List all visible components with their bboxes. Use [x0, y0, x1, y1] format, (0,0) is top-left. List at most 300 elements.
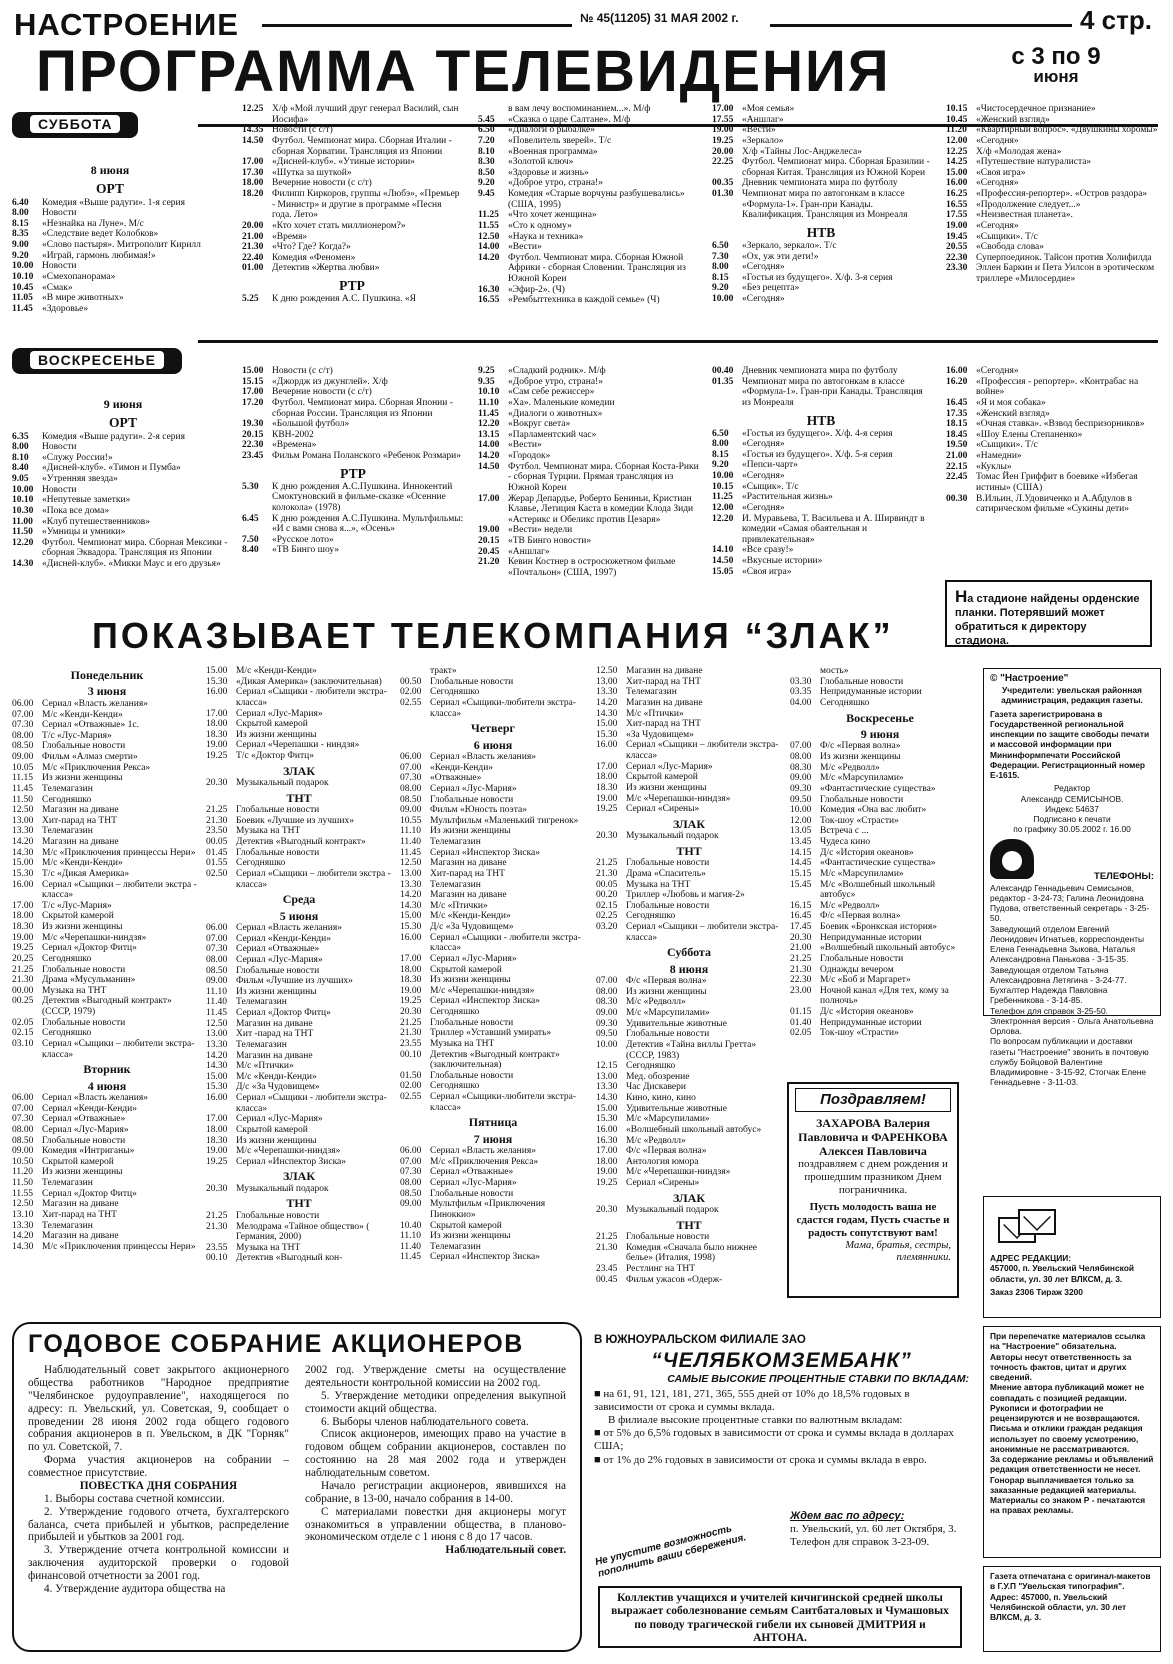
program-time: 11.10: [478, 397, 499, 408]
program-time: [400, 666, 430, 677]
program-entry: [12, 837, 202, 848]
program-entry: [946, 440, 1160, 451]
program-time: 15.45: [790, 879, 812, 890]
program-time: 10.00: [790, 805, 812, 816]
program-entry: [242, 377, 464, 388]
program-entry: [712, 556, 930, 567]
program-entry: [12, 816, 202, 827]
program-title: Х/ф «Молодая жена»: [976, 146, 1062, 157]
program-title: «Своя игра»: [742, 566, 792, 577]
program-entry: [596, 1167, 782, 1178]
program-title: «Куклы»: [976, 461, 1012, 472]
program-time: 14.20: [596, 697, 618, 708]
bank-address: [790, 1510, 970, 1550]
program-title: Сериал «Лус-Мария»: [430, 1178, 517, 1188]
zlak-col-5: [790, 666, 970, 1039]
bank-ad: [594, 1334, 969, 1580]
program-entry: [12, 1039, 202, 1060]
program-time: 01.15: [790, 1007, 812, 1017]
program-title: «Вести»: [742, 125, 776, 136]
program-title: Магазин на диване: [236, 1018, 313, 1029]
program-time: 17.55: [712, 114, 734, 125]
program-time: 20.30: [400, 1007, 422, 1017]
program-title: Кевин Костнер в остросюжетном фильме «Почтальон» (США, 1997): [508, 557, 676, 578]
program-title: «Городок»: [508, 451, 551, 461]
program-time: 9.45: [478, 189, 495, 199]
program-entry: [400, 1092, 586, 1113]
program-title: Д/с «За Чудовищем»: [430, 922, 514, 932]
program-time: 16.30: [478, 284, 500, 295]
program-entry: [596, 1178, 782, 1189]
program-title: Хит-парад на ТНТ: [626, 719, 701, 730]
channel-heading: ТНТ: [286, 790, 312, 805]
program-title: Телемагазин: [430, 1241, 481, 1252]
imprint-registration: Газета зарегистрирована в Государственной региональной инспекции по защите свободы печати и массовой информации при Мининформпечати Российской Федерации. Регистрационный номер Е-1615.: [990, 708, 1150, 781]
program-time: [478, 104, 508, 115]
program-time: 7.30: [712, 251, 729, 262]
program-entry: [400, 666, 586, 677]
program-entry: [400, 869, 586, 880]
program-entry: [12, 773, 202, 784]
agenda-1: 1. Выборы состава счетной комиссии.: [44, 1492, 225, 1505]
program-entry: [790, 1028, 970, 1039]
program-title: Чемпионат мира по автогонкам в классе «Формула-1». Гран-при Канады. Квалификация. Трансляция из Монреаля: [742, 189, 908, 221]
program-time: 18.20: [242, 189, 264, 199]
program-time: 15.30: [596, 1114, 618, 1125]
program-entry: [400, 1178, 586, 1189]
program-entry: [12, 805, 202, 816]
program-time: 19.25: [596, 804, 618, 815]
program-title: Хит-парад на ТНТ: [42, 1209, 117, 1220]
program-entry: [478, 366, 700, 377]
program-time: 01.00: [242, 263, 264, 274]
program-time: 06.00: [12, 698, 34, 709]
program-title: Из жизни женщины: [42, 1167, 123, 1178]
program-time: 12.50: [596, 666, 618, 676]
program-time: 18.00: [206, 719, 228, 730]
program-entry: [596, 1061, 782, 1072]
program-title: В.Ильин, Л.Удовиченко и А.Абдулов в сатирическом фильме «Сукины дети»: [976, 493, 1132, 515]
rules-box: [983, 1326, 1161, 1558]
program-entry: [12, 1125, 202, 1136]
program-title: Удивительные животные: [626, 1018, 727, 1029]
program-time: 20.00: [242, 220, 264, 231]
program-title: «За Чудовищем»: [626, 729, 694, 740]
program-title: Ток-шоу «Страсти»: [820, 1028, 899, 1039]
program-time: 11.40: [206, 997, 228, 1008]
program-title: Хит-парад на ТНТ: [42, 815, 117, 826]
program-title: «Гостья из будущего». Х/ф. 5-я серия: [742, 449, 893, 460]
program-time: 12.15: [596, 1061, 618, 1072]
program-time: 20.30: [206, 778, 228, 789]
program-entry: [12, 240, 208, 251]
program-title: М/с «Марсупилами»: [820, 773, 904, 784]
program-entry: [12, 485, 234, 496]
program-title: Музыка на ТНТ: [42, 985, 107, 996]
program-entry: [478, 221, 696, 232]
program-entry: [596, 687, 782, 698]
program-title: Глобальные новости: [820, 794, 904, 805]
sun-channel-ntv: НТВ: [806, 412, 836, 428]
program-entry: [596, 1125, 782, 1136]
program-title: М/с «Кенди-Кенди»: [42, 858, 123, 869]
program-entry: [12, 506, 234, 517]
program-entry: [242, 168, 462, 179]
program-time: 00.50: [400, 676, 422, 687]
program-time: 13.05: [790, 826, 812, 837]
program-entry: [596, 677, 782, 688]
program-title: Фильм ужасов «Одерж-: [626, 1274, 723, 1285]
program-title: «Повелитель зверей». Т/с: [508, 135, 612, 146]
program-title: Глобальные новости: [430, 794, 514, 805]
program-title: Хит-парад на ТНТ: [626, 676, 701, 687]
stadium-notice: [945, 580, 1152, 647]
program-entry: [596, 1019, 782, 1030]
program-time: 8.15: [712, 449, 729, 460]
program-time: 14.15: [790, 847, 812, 858]
program-entry: [206, 1019, 392, 1030]
program-title: Сериал «Власть желания»: [42, 698, 148, 709]
bank-line-1: В ЮЖНОУРАЛЬСКОМ ФИЛИАЛЕ ЗАО: [594, 1334, 806, 1346]
program-entry: [946, 178, 1160, 189]
program-title: «Диалоги о рыбалке»: [508, 125, 595, 136]
program-title: Магазин на диване: [626, 666, 703, 676]
program-time: 10.40: [400, 1220, 422, 1231]
program-title: Сериал «Сыщики – любители экстра - класса»: [42, 879, 197, 901]
program-time: 16.00: [12, 879, 34, 890]
sat-col-4: [712, 104, 930, 305]
program-title: Глобальные новости: [626, 1029, 710, 1040]
program-entry: [12, 538, 234, 559]
program-entry: [478, 157, 696, 168]
sun-col-4: [712, 366, 930, 577]
program-entry: [946, 189, 1160, 200]
program-title: Мед. обозрение: [626, 1071, 690, 1082]
program-time: 11.40: [400, 1241, 422, 1252]
program-entry: [206, 687, 392, 708]
program-time: 17.00: [12, 900, 34, 911]
program-time: 21.25: [596, 858, 618, 869]
sat-channel-ort: ОРТ: [96, 181, 124, 197]
program-time: 11.20: [946, 125, 967, 136]
phones-4: Телефон для справок 3-25-50.: [990, 1005, 1108, 1016]
meeting-p1: Наблюдательный совет закрытого акционерного общества работников "Народное предприятие "Челябинское рудоуправление", находящегося по адресу: п. Увельский, ул. Советская, 9, сообщает о проведении 28 июня 2002 года общего годового собрания акционеров в п. Увельском, в ДК "Горняк" по ул. Советской, 7.: [28, 1364, 289, 1454]
program-entry: [206, 778, 392, 789]
program-time: 12.50: [12, 805, 34, 816]
program-time: 00.45: [596, 1274, 618, 1285]
channel-heading: ТНТ: [676, 1217, 702, 1232]
program-title: Детектив «Жертва любви»: [272, 263, 380, 274]
program-title: Телемагазин: [236, 997, 287, 1008]
program-time: 10.15: [946, 104, 968, 114]
program-title: Сериал «Лус-Мария»: [236, 708, 323, 719]
program-entry: [712, 104, 930, 115]
program-title: Суперпоединок. Тайсон против Холифилда: [976, 252, 1152, 263]
program-title: «Кто хочет стать миллионером?»: [272, 220, 406, 231]
program-title: Телемагазин: [42, 783, 93, 794]
program-time: 09.30: [790, 783, 812, 794]
program-time: 19.25: [206, 1156, 228, 1167]
channel-heading: ТНТ: [676, 843, 702, 858]
meeting-b2: 5. Утверждение методики определения выкупной стоимости акций общества.: [305, 1389, 566, 1415]
program-entry: [242, 398, 464, 419]
program-title: Сериал «Инспектор Зиска»: [430, 847, 541, 858]
program-time: 19.00: [712, 125, 734, 136]
zlak-col-4: [596, 666, 782, 1285]
program-time: 14.45: [790, 858, 812, 869]
program-title: Сериал «Сыщики – любители экстра - класса»: [236, 868, 391, 890]
program-title: Сериал «Отважные»: [42, 1114, 126, 1125]
program-time: 20.30: [206, 1183, 228, 1194]
program-entry: [478, 232, 696, 243]
program-title: Рестлинг на ТНТ: [626, 1264, 696, 1274]
program-title: в вам лечу воспоминанием...». М/ф: [508, 104, 651, 114]
bank-rate-2: В филиале высокие процентные ставки по валютным вкладам:: [608, 1413, 903, 1426]
program-time: 15.30: [12, 868, 34, 879]
program-title: «Своя игра»: [976, 167, 1026, 178]
program-entry: [242, 232, 462, 243]
program-title: Сериал «Власть желания»: [236, 923, 342, 933]
program-entry: [946, 253, 1160, 264]
program-time: 12.50: [478, 231, 500, 242]
program-title: Т/с «Доктор Фитц»: [236, 751, 314, 761]
program-time: 22.30: [242, 440, 264, 451]
program-time: 10.00: [596, 1039, 618, 1050]
program-entry: [946, 168, 1160, 179]
program-title: М/с «Марсупилами»: [626, 1008, 710, 1018]
program-entry: [790, 965, 970, 976]
program-time: 07.00: [790, 741, 812, 752]
program-title: «Отважные»: [430, 773, 482, 784]
program-time: 12.25: [946, 146, 968, 157]
program-entry: [596, 1082, 782, 1093]
program-title: Сериал «Лус-Мария»: [430, 783, 517, 794]
program-title: Мелодрама «Тайное общество» ( Германия, 2000): [236, 1221, 370, 1243]
program-entry: [596, 730, 782, 741]
agenda-4: 4. Утверждение аудитора общества на: [44, 1582, 226, 1595]
program-title: Глобальные новости: [820, 953, 904, 964]
program-entry: [946, 409, 1160, 420]
program-entry: [596, 911, 782, 922]
program-title: «Сладкий родник». М/ф: [508, 366, 606, 376]
program-title: «Зеркало, зеркало». Т/с: [742, 240, 837, 251]
dates-range: с 3 по 9: [1011, 43, 1101, 70]
program-entry: [790, 880, 970, 901]
program-time: 16.45: [946, 397, 968, 408]
program-time: 11.10: [206, 986, 228, 997]
bank-address-heading: Ждем вас по адресу:: [790, 1510, 905, 1522]
program-title: М/с «Птички»: [236, 1061, 294, 1072]
program-entry: [206, 1072, 392, 1083]
program-title: Глобальные новости: [626, 900, 710, 911]
program-time: 19.00: [400, 985, 422, 996]
program-time: 18.45: [946, 429, 968, 440]
program-time: 22.25: [712, 157, 734, 168]
program-entry: [946, 462, 1160, 473]
meeting-b3: 6. Выборы членов наблюдательного совета.: [321, 1415, 529, 1428]
program-entry: [12, 1136, 202, 1147]
sun-col-5: [946, 366, 1160, 515]
program-entry: [400, 1199, 586, 1220]
program-title: Сериал «Отважные»: [236, 944, 320, 955]
program-time: 8.00: [712, 439, 729, 450]
subscription-index: Индекс 54637: [1045, 803, 1099, 814]
program-entry: [12, 943, 202, 954]
program-title: Боевик «Бронкская история»: [820, 922, 937, 932]
program-time: 12.20: [478, 419, 500, 430]
program-title: «Играй, гармонь любимая!»: [42, 250, 156, 261]
address-title: АДРЕС РЕДАКЦИИ:: [990, 1253, 1072, 1263]
program-entry: [946, 451, 1160, 462]
program-title: «Время»: [272, 231, 308, 242]
program-title: «Сегодня»: [742, 294, 785, 305]
program-time: 16.00: [946, 178, 968, 189]
bank-address-text: п. Увельский, ул. 60 лет Октября, 3. Телефон для справок 3-23-09.: [790, 1523, 957, 1549]
program-title: Сериал «Сыщики - любители экстра-класса»: [236, 687, 387, 708]
program-time: 21.30: [12, 975, 34, 986]
program-entry: [790, 698, 970, 709]
page-number: 4 стр.: [1080, 5, 1152, 35]
program-time: 09.00: [596, 1008, 618, 1018]
program-entry: [596, 987, 782, 998]
program-time: 07.30: [12, 1114, 34, 1125]
meeting-p2: Форма участия акционеров на собрании – совместное присутствие.: [28, 1454, 289, 1479]
program-title: Магазин на диване: [430, 890, 507, 901]
program-entry: [712, 262, 930, 273]
program-entry: [790, 837, 970, 848]
program-title: Из жизни женщины: [626, 986, 707, 997]
program-entry: [596, 976, 782, 987]
zlak-col-2: [206, 666, 392, 1264]
zlak-heading: ПОКАЗЫВАЕТ ТЕЛЕКОМПАНИЯ “ЗЛАК”: [92, 615, 894, 656]
program-time: 08.00: [12, 1124, 34, 1135]
program-entry: [790, 858, 970, 869]
condolence-box: Коллектив учащихся и учителей кичигинской средней школы выражает соболезнование семьям Саитбаталовых и Чумашовых по поводу трагической гибели их сыновей ДМИТРИЯ и АНТОНА.: [598, 1586, 962, 1648]
program-title: «Профессия-репортер». «Остров раздора»: [976, 189, 1148, 199]
program-entry: [12, 986, 202, 997]
program-entry: [478, 104, 696, 115]
program-time: 08.00: [12, 730, 34, 741]
program-time: 11.45: [12, 783, 34, 794]
program-entry: [12, 922, 202, 933]
program-time: 6.45: [242, 513, 259, 524]
program-time: 16.00: [206, 1093, 228, 1103]
program-title: «Путешествие натуралиста»: [976, 157, 1092, 168]
program-title: Комедия «Она вас любит»: [820, 805, 927, 816]
program-title: Сегодняшко: [626, 911, 676, 922]
program-time: 17.00: [712, 104, 734, 114]
program-entry: [712, 294, 930, 305]
program-entry: [206, 1114, 392, 1125]
program-time: 14.30: [206, 1061, 228, 1072]
program-entry: [596, 666, 782, 677]
program-title: Скрытой камерой: [626, 772, 698, 783]
program-time: 10.00: [12, 484, 34, 495]
program-entry: [400, 933, 586, 954]
program-entry: [12, 965, 202, 976]
program-time: 13.00: [206, 1029, 228, 1040]
program-entry: [12, 251, 208, 262]
program-title: Непридуманные истории: [820, 1017, 922, 1028]
program-time: 14.30: [12, 1241, 34, 1252]
program-title: Телемагазин: [430, 837, 481, 847]
program-time: 11.10: [400, 1231, 422, 1242]
program-entry: [712, 147, 930, 158]
program-entry: [596, 772, 782, 783]
program-time: 19.00: [946, 220, 968, 231]
program-time: 15.00: [12, 858, 34, 869]
program-title: К дню рождения А.С. Пушкина. «Я: [272, 294, 416, 305]
rules-7: Материалы со знаком Р - печатаются на правах рекламы.: [990, 1495, 1146, 1516]
program-title: Сериал «Сирены»: [626, 804, 700, 815]
program-time: 02.05: [12, 1017, 34, 1028]
program-title: М/с «Птички»: [430, 900, 488, 911]
program-title: Магазин на диване: [430, 858, 507, 869]
rules-6: Гонорар выплачивается только за заказанные редакцией материалы.: [990, 1474, 1137, 1495]
program-time: 8.00: [712, 262, 729, 273]
program-title: Чемпионат мира по автогонкам в классе «Формула-1». Гран-при Канады. Трансляция из Монреаля: [742, 376, 923, 408]
program-entry: [206, 1061, 392, 1072]
program-entry: [596, 804, 782, 815]
program-title: «Шутка за шуткой»: [272, 167, 352, 178]
program-time: 18.30: [206, 729, 228, 740]
program-entry: [400, 975, 586, 986]
program-title: М/с «Птички»: [626, 708, 684, 719]
program-entry: [596, 1104, 782, 1115]
sun-col-1: [12, 392, 234, 570]
program-title: Комедия «Сначала было нижнее белье» (Италия, 1998): [626, 1242, 757, 1264]
program-title: Сериал «Сыщики-любители экстра-класса»: [430, 697, 577, 719]
program-entry: [400, 858, 586, 869]
program-time: 14.30: [12, 559, 34, 570]
program-time: 02.00: [400, 1081, 422, 1092]
program-time: 19.50: [946, 440, 968, 451]
program-title: Скрытой камерой: [430, 1220, 502, 1231]
program-entry: [206, 1146, 392, 1157]
program-time: 12.50: [12, 1199, 34, 1210]
program-entry: [12, 848, 202, 859]
program-title: Сегодняшко: [42, 953, 92, 964]
program-time: 9.25: [478, 366, 495, 376]
program-time: 15.30: [206, 1082, 228, 1093]
program-time: 00.25: [12, 996, 34, 1007]
program-time: 02.05: [790, 1028, 812, 1039]
program-entry: [478, 168, 696, 179]
program-title: Из жизни женщины: [626, 782, 707, 793]
program-title: И. Муравьева, Т. Васильева и А. Ширвиндт в комедии «Самая обаятельная и привлекательная»: [742, 513, 925, 545]
program-entry: [12, 699, 202, 710]
program-time: 17.00: [478, 493, 500, 504]
program-title: «Военная программа»: [508, 146, 598, 157]
program-title: Триллер «Уставший умирать»: [430, 1028, 552, 1039]
program-title: «Что хочет женщина»: [508, 210, 597, 221]
program-entry: [712, 241, 930, 252]
program-entry: [478, 178, 696, 189]
program-title: «Сказка о царе Салтане». М/ф: [508, 114, 631, 125]
program-title: Томас Йен Гриффит в боевике «Избегая истины» (США): [976, 472, 1138, 493]
program-entry: [790, 933, 970, 944]
program-entry: [12, 1221, 202, 1232]
program-title: «Времена»: [272, 440, 317, 451]
program-title: Час Дискавери: [626, 1082, 686, 1093]
program-entry: [712, 252, 930, 263]
program-title: Музыкальный подарок: [236, 1183, 329, 1194]
program-entry: [596, 922, 782, 943]
program-time: 10.00: [12, 261, 34, 272]
program-entry: [712, 157, 930, 178]
program-title: М/с «Приключения принцессы Нери»: [42, 847, 196, 858]
program-time: 03.20: [596, 922, 618, 932]
